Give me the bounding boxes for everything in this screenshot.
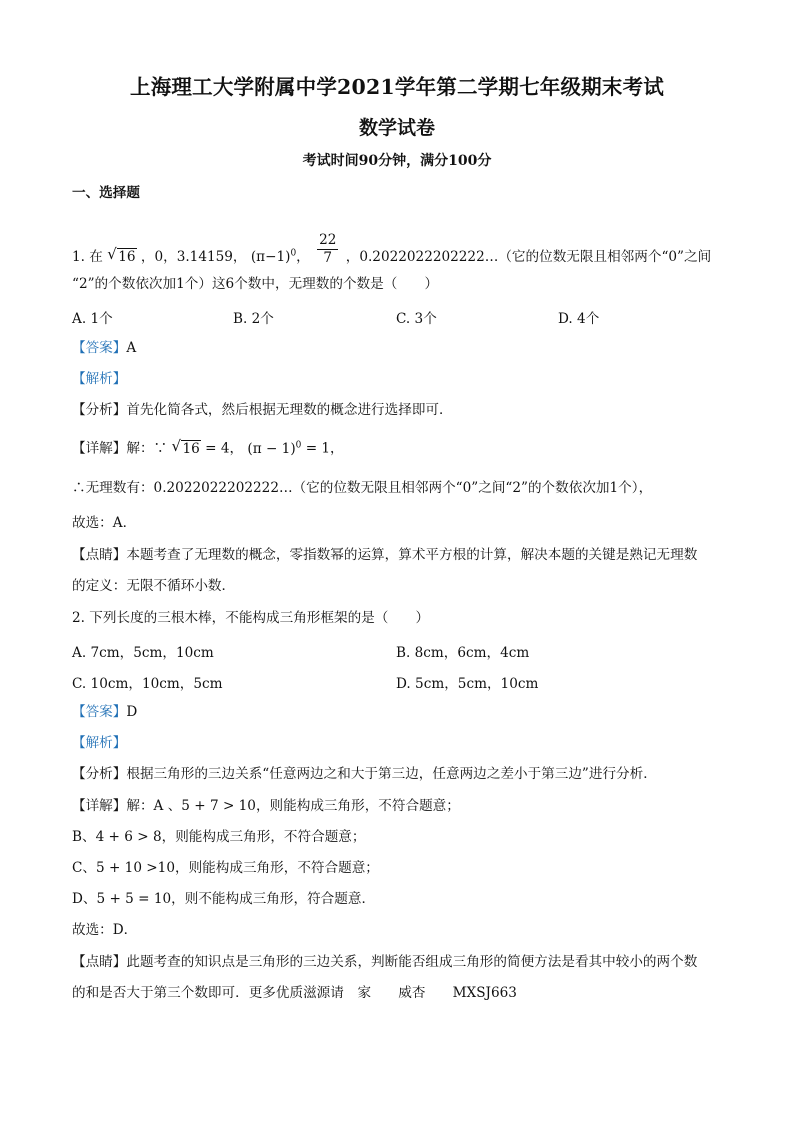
q1-after-sqrt: ，0，3.14159，	[140, 249, 247, 265]
q1-fenxi	[72, 401, 453, 419]
q2-dianjing-1	[72, 953, 697, 971]
q2-fenxi	[72, 765, 657, 783]
answer-tag: 【答案】	[72, 340, 127, 356]
dianjing-text: 本题考查了无理数的概念，零指数幂的运算，算术平方根的计算，解决本题的关键是熟记无理数	[126, 547, 698, 563]
fenxi-text: 首先化简各式，然后根据无理数的概念进行选择即可．	[126, 402, 453, 418]
xiangjie-pow-exp: 0	[295, 440, 302, 450]
xiangjie-pow-base: (π − 1)	[247, 440, 296, 457]
q1-option-a: A. 1个	[72, 311, 113, 327]
q2-option-b: B. 8cm，6cm，4cm	[396, 645, 530, 661]
fraction-22-7	[317, 232, 338, 267]
xiangjie-end: = 1，	[301, 440, 344, 457]
dianjing-tag: 【点睛】	[72, 954, 127, 970]
sqrt-symbol: √ 16	[171, 436, 200, 457]
analysis-tag: 【解析】	[72, 371, 127, 387]
q1-pow-base: (π−1)	[250, 249, 291, 265]
q2-option-d: D. 5cm，5cm，10cm	[396, 676, 539, 692]
fenxi-tag: 【分析】	[72, 766, 127, 782]
fenxi-text: 根据三角形的三边关系“任意两边之和大于第三边，任意两边之差小于第三边”进行分析．	[126, 766, 657, 782]
answer-tag: 【答案】	[72, 704, 127, 720]
q1-lead: 1. 在	[72, 249, 103, 265]
xiangjie-power	[247, 441, 301, 457]
answer-value: D	[126, 704, 138, 720]
q1-comma: ，	[296, 249, 310, 265]
q2-option-a: A. 7cm，5cm，10cm	[72, 645, 214, 661]
q1-sqrt-arg: 16	[118, 249, 136, 265]
q2-option-c: C. 10cm，10cm，5cm	[72, 676, 223, 692]
q2-c-line: C、5 + 10 >10，则能构成三角形，不符合题意；	[72, 860, 379, 876]
answer-value: A	[126, 340, 137, 356]
fraction-denominator: 7	[323, 250, 333, 266]
q1-xiangjie	[72, 436, 344, 458]
q1-answer	[72, 339, 136, 357]
page-title: 上海理工大学附属中学2021学年第二学期七年级期末考试	[130, 75, 664, 99]
q2-dianjing-2: 的和是否大于第三个数即可．更多优质滋源请 家 威杏 MXSJ663	[72, 985, 517, 1001]
q2-xiangjie	[72, 797, 460, 815]
q1-dianjing-1	[72, 546, 697, 564]
q2-choose: 故选：D．	[72, 922, 138, 938]
question-1-line-1	[72, 232, 712, 275]
sqrt-symbol: √ 16	[107, 245, 136, 265]
dianjing-tag: 【点睛】	[72, 547, 127, 563]
q1-option-b: B. 2个	[233, 311, 274, 327]
q2-d-line: D、5 + 5 = 10，则不能构成三角形，符合题意．	[72, 891, 376, 907]
analysis-tag: 【解析】	[72, 735, 127, 751]
fenxi-tag: 【分析】	[72, 402, 127, 418]
q1-dianjing-2: 的定义：无限不循环小数．	[72, 578, 236, 594]
exam-info: 考试时间90分钟，满分100分	[302, 153, 492, 169]
q1-option-c: C. 3个	[396, 311, 437, 327]
question-2-stem: 2. 下列长度的三根木棒，不能构成三角形框架的是（ ）	[72, 610, 430, 626]
fraction-numerator: 22	[319, 232, 337, 248]
q2-b-line: B、4 + 6 > 8，则能构成三角形，不符合题意；	[72, 829, 366, 845]
q1-pow-exp: 0	[290, 248, 297, 259]
dianjing-text: 此题考查的知识点是三角形的三边关系，判断能否组成三角形的简便方法是看其中较小的两个数	[126, 954, 698, 970]
q2-answer	[72, 703, 137, 721]
xiangjie-text: 解：A 、5 + 7 > 10，则能构成三角形，不符合题意；	[126, 798, 460, 814]
q1-choose: 故选：A．	[72, 515, 137, 531]
q1-option-d: D. 4个	[558, 311, 600, 327]
xiangjie-tag: 【详解】	[72, 798, 127, 814]
q1-irrational-line: ∴无理数有：0.2022022202222…（它的位数无限且相邻两个“0”之间“2”的个数依次加1个），	[72, 480, 653, 496]
xiangjie-sqrt-arg: 16	[182, 440, 200, 457]
page-subtitle: 数学试卷	[358, 117, 435, 139]
xiangjie-tag: 【详解】	[72, 440, 127, 457]
section-heading: 一、选择题	[72, 185, 140, 201]
xiangjie-mid: = 4，	[200, 440, 244, 457]
question-1-line-2: “2”的个数依次加1个）这6个数中，无理数的个数是（ ）	[72, 276, 439, 292]
q1-tail: ，0.2022022202222…（它的位数无限且相邻两个“0”之间	[345, 249, 712, 265]
q1-power	[251, 249, 296, 265]
xiangjie-pre: 解：∵	[126, 440, 168, 457]
